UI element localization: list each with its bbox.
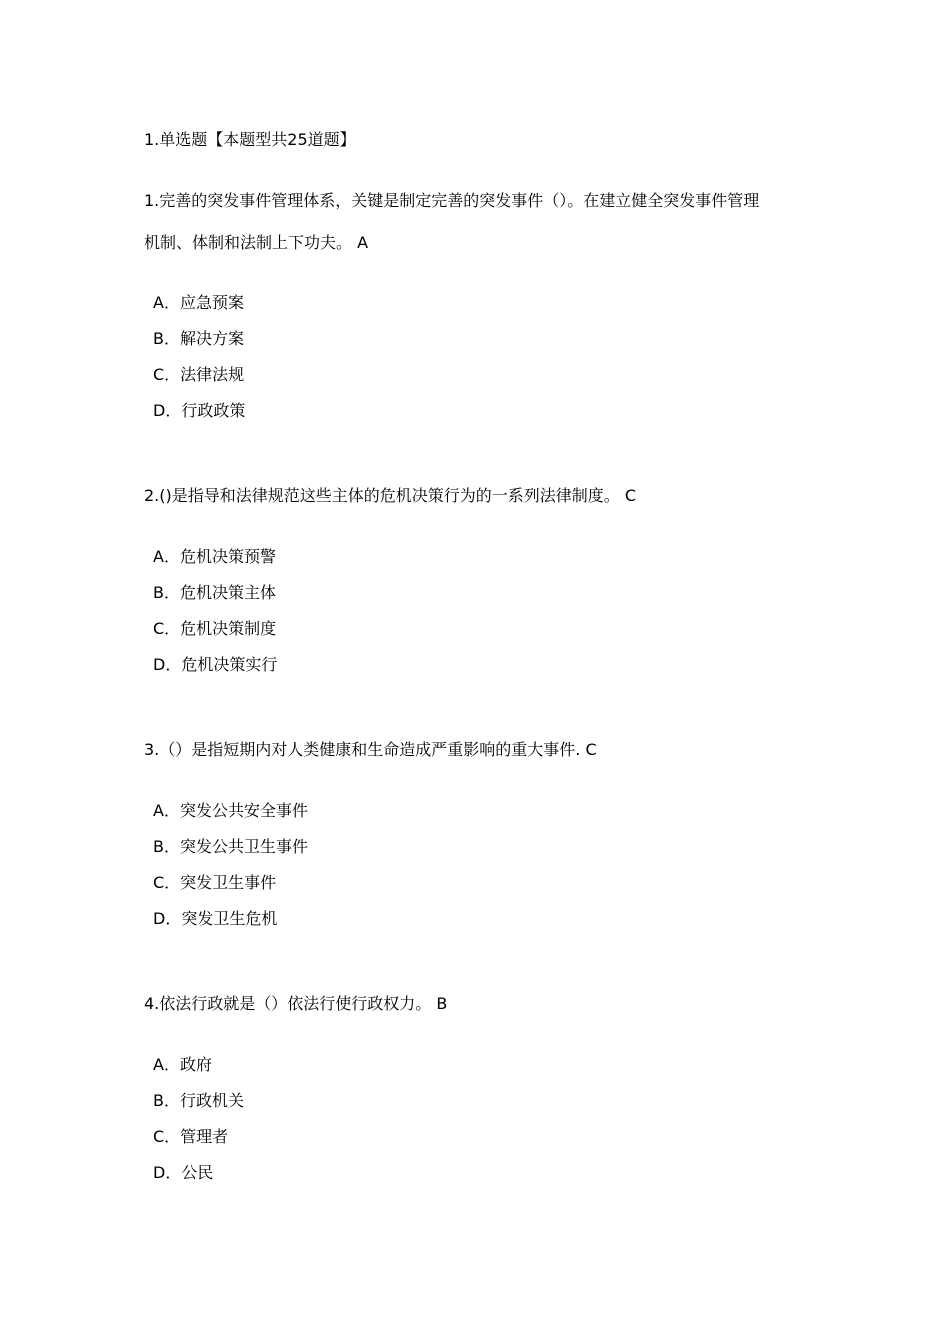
question-2-option-d: D．危机决策实行 [153, 655, 278, 674]
question-4-option-d: D．公民 [153, 1163, 214, 1182]
question-1-option-d: D．行政政策 [153, 401, 246, 420]
question-1-option-b: B．解决方案 [153, 329, 244, 348]
question-3-option-b: B．突发公共卫生事件 [153, 837, 308, 856]
question-4-stem: 4.依法行政就是（）依法行使行政权力。 B [144, 994, 448, 1013]
question-1-stem-line-2: 机制、体制和法制上下功夫。 A [144, 233, 369, 252]
question-2-stem: 2.()是指导和法律规范这些主体的危机决策行为的一系列法律制度。 C [144, 486, 637, 505]
question-3-stem: 3.（）是指短期内对人类健康和生命造成严重影响的重大事件. C [144, 740, 597, 759]
section-title: 1.单选题【本题型共25道题】 [144, 130, 356, 149]
question-3-option-a: A．突发公共安全事件 [153, 801, 308, 820]
question-4-option-a: A．政府 [153, 1055, 212, 1074]
question-3-option-d: D．突发卫生危机 [153, 909, 278, 928]
question-2-option-b: B．危机决策主体 [153, 583, 276, 602]
question-4-option-b: B．行政机关 [153, 1091, 244, 1110]
question-2-option-c: C．危机决策制度 [153, 619, 277, 638]
question-3-option-c: C．突发卫生事件 [153, 873, 277, 892]
question-1-option-a: A．应急预案 [153, 293, 244, 312]
question-1-option-c: C．法律法规 [153, 365, 245, 384]
question-1-stem-line-1: 1.完善的突发事件管理体系，关键是制定完善的突发事件（）。在建立健全突发事件管理 [144, 191, 760, 210]
question-4-option-c: C．管理者 [153, 1127, 229, 1146]
question-2-option-a: A．危机决策预警 [153, 547, 276, 566]
